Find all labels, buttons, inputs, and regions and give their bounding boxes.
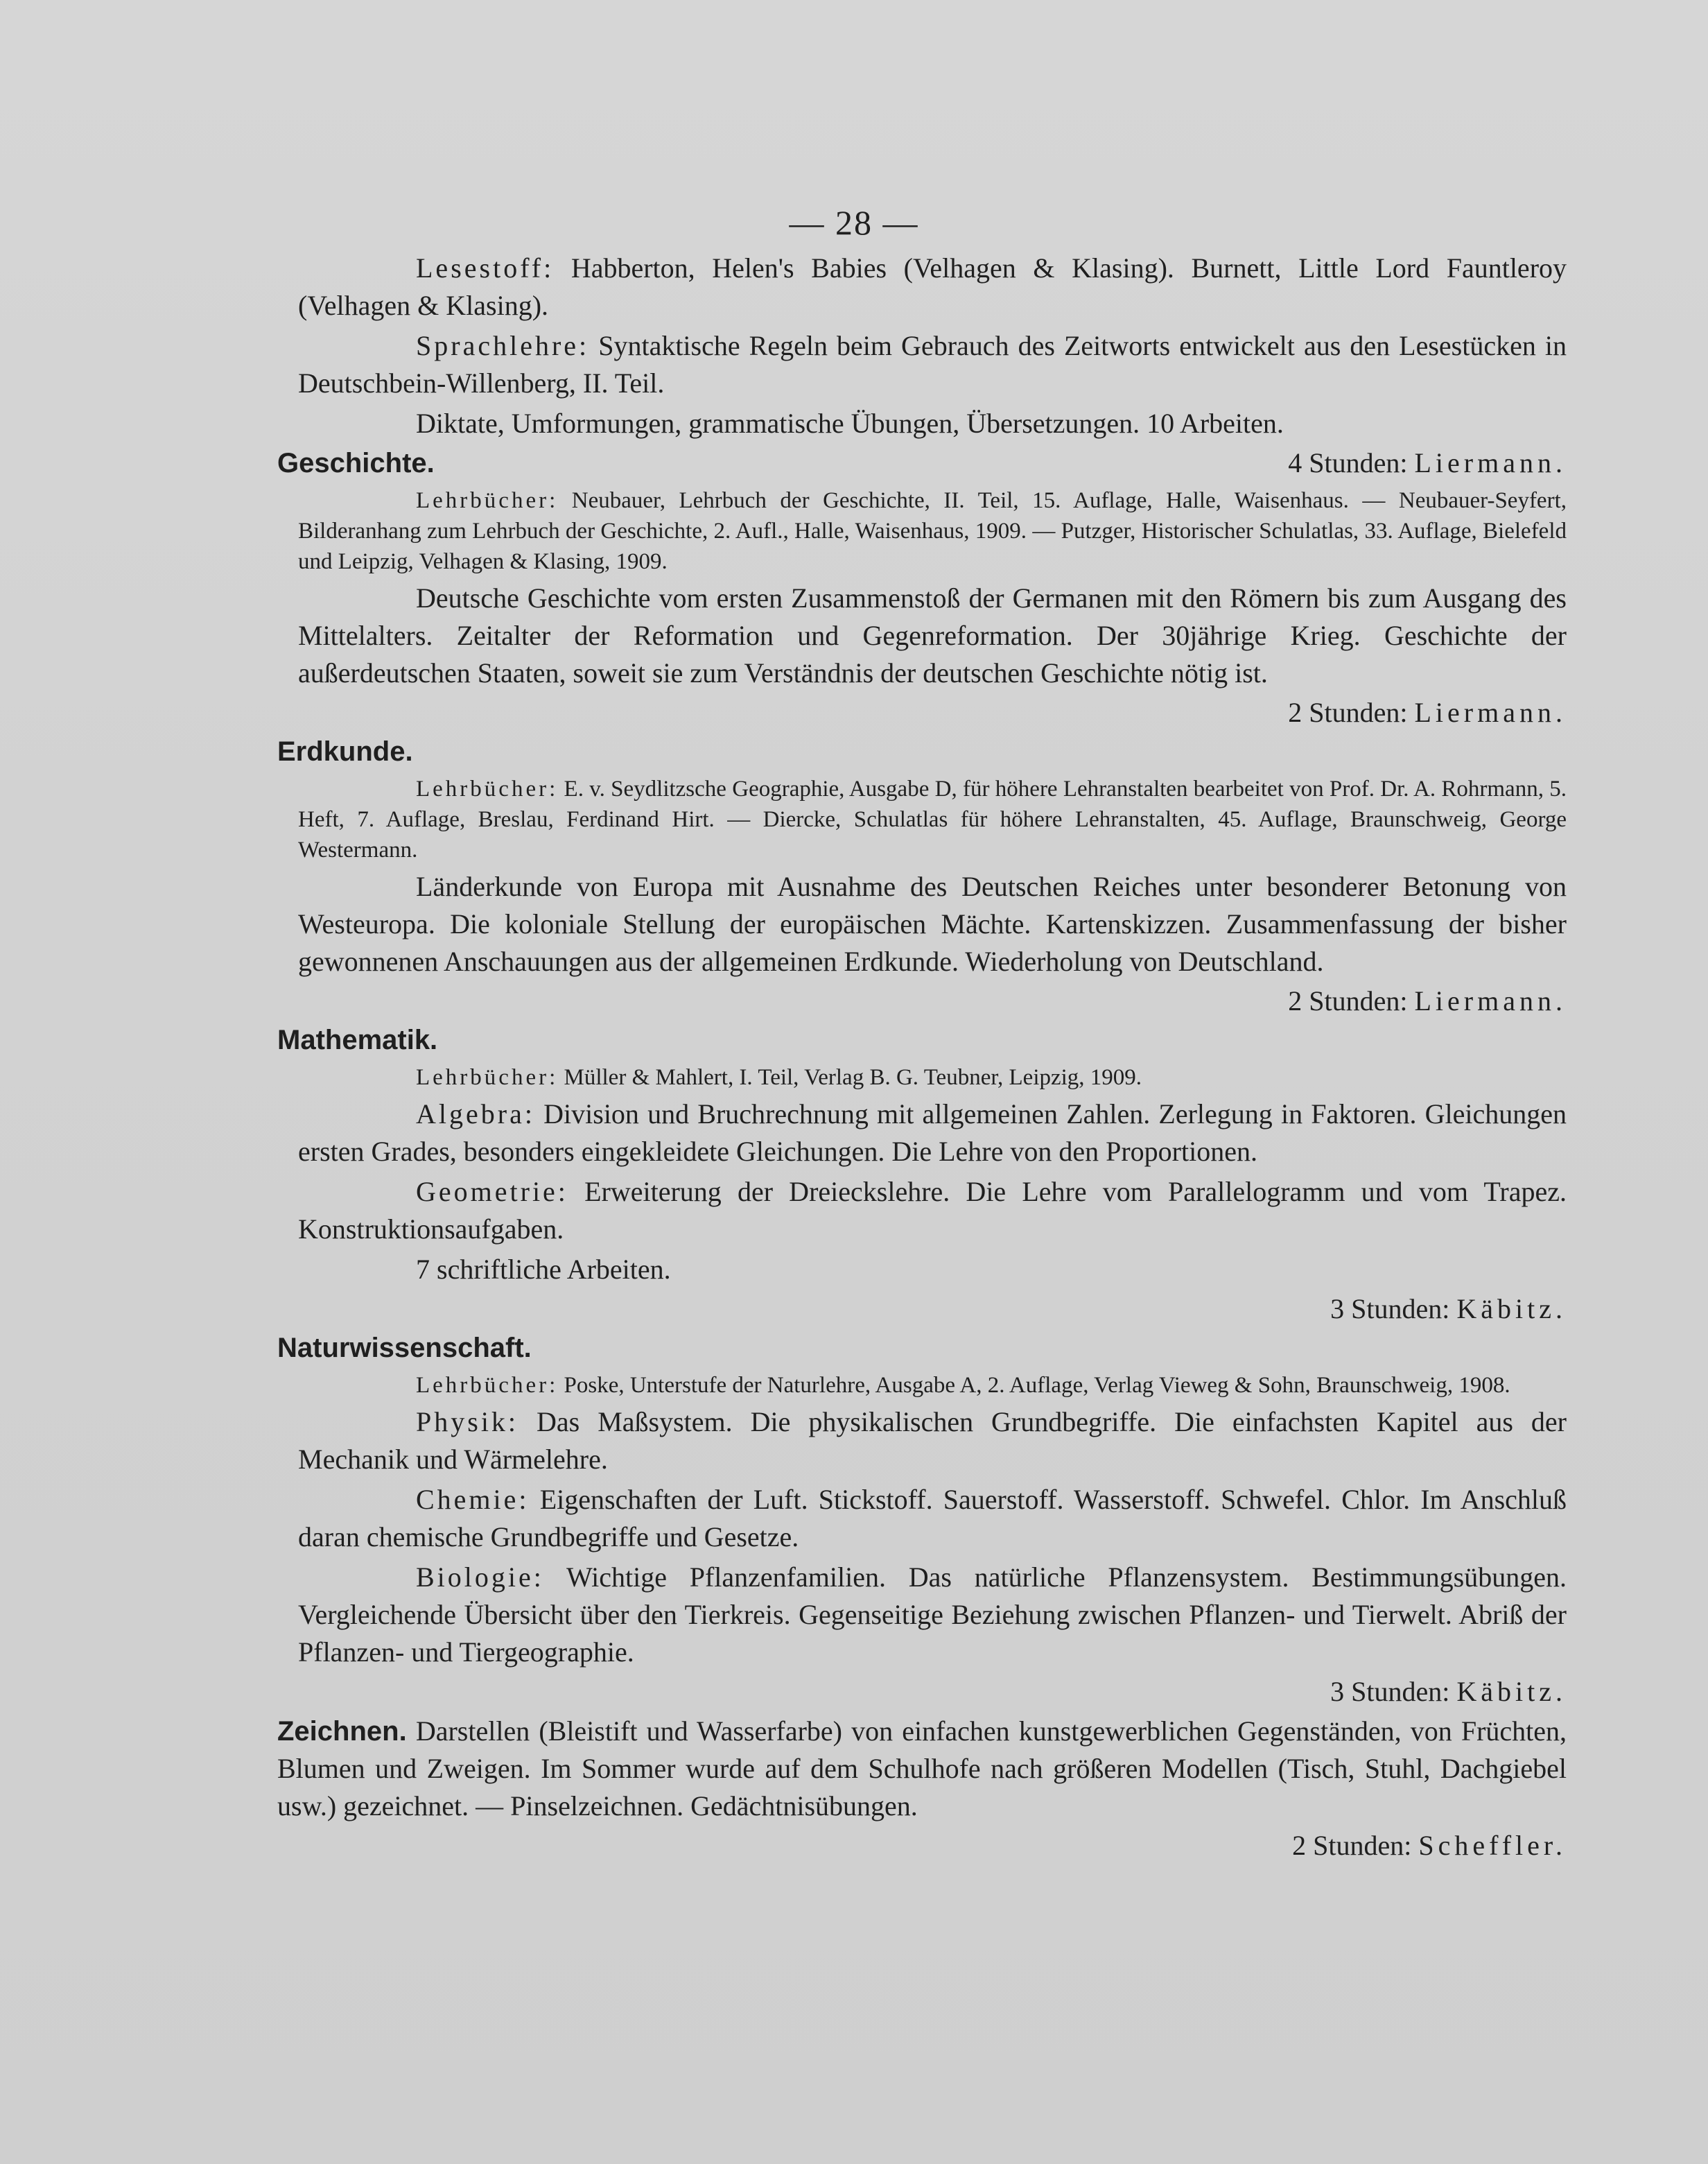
erdkunde-lehrbuecher — [298, 774, 1567, 865]
sprachlehre-paragraph — [298, 327, 1567, 402]
mathematik-hours — [298, 1291, 1567, 1327]
intro-hours-teacher: Liermann. — [1414, 447, 1567, 478]
mathematik-heading: Mathematik. — [277, 1025, 438, 1055]
chemie-text: Eigenschaften der Luft. Stickstoff. Sauerstoff. Wasserstoff. Schwefel. Chlor. Im Anschluß daran chemische Grundbegriffe und Gesetze. — [298, 1484, 1567, 1552]
mathematik-arbeiten: 7 schriftliche Arbeiten. — [416, 1254, 671, 1285]
erdkunde-body: Länderkunde von Europa mit Ausnahme des Deutschen Reiches unter besonderer Betonung von Westeuropa. Die koloniale Stellung der europäischen Mächte. Kartenskizzen. Zusammenfassung der bisher gewonnenen Anschauungen aus der allgemeinen Erdkunde. Wiederholung von Deutschland. — [298, 871, 1567, 977]
naturwissenschaft-heading: Naturwissenschaft. — [277, 1333, 532, 1363]
lesestoff-paragraph — [298, 250, 1567, 324]
geschichte-hours-teacher: Liermann. — [1414, 697, 1567, 728]
intro-hours-count: 4 Stunden: — [1288, 447, 1408, 478]
intro-hours — [1288, 445, 1567, 481]
geschichte-heading-row — [277, 445, 1567, 485]
mathematik-lehrbuecher-text: Müller & Mahlert, I. Teil, Verlag B. G. Teubner, Leipzig, 1909. — [564, 1065, 1142, 1090]
erdkunde-hours — [298, 983, 1567, 1019]
naturwissenschaft-hours-teacher: Käbitz. — [1456, 1676, 1567, 1707]
geometrie-text: Erweiterung der Dreieckslehre. Die Lehre vom Parallelogramm und vom Trapez. Konstruktionsaufgaben. — [298, 1176, 1567, 1245]
erdkunde-lehrbuecher-label: Lehrbücher: — [416, 777, 559, 802]
zeichnen-hours-count: 2 Stunden: — [1292, 1830, 1412, 1861]
geschichte-lehrbuecher-text: Neubauer, Lehrbuch der Geschichte, II. Teil, 15. Auflage, Halle, Waisenhaus. — Neubauer-Seyfert, Bilderanhang zum Lehrbuch der Geschichte, 2. Aufl., Halle, Waisenhaus, 1909. — Putzger, Historischer Schulatlas, 33. Auflage, Bielefeld und Leipzig, Velhagen & Klasing, 1909. — [298, 488, 1567, 574]
zeichnen-hours — [298, 1828, 1567, 1864]
mathematik-lehrbuecher — [298, 1062, 1567, 1093]
chemie-label: Chemie: — [416, 1484, 530, 1515]
naturwissenschaft-lehrbuecher-label: Lehrbücher: — [416, 1373, 559, 1398]
geschichte-hours — [298, 695, 1567, 731]
geometrie-paragraph — [298, 1173, 1567, 1248]
diktate-paragraph: Diktate, Umformungen, grammatische Übungen, Übersetzungen. 10 Arbeiten. — [416, 408, 1284, 439]
naturwissenschaft-lehrbuecher-text: Poske, Unterstufe der Naturlehre, Ausgabe A, 2. Auflage, Verlag Vieweg & Sohn, Braunschweig, 1908. — [564, 1373, 1510, 1398]
erdkunde-hours-count: 2 Stunden: — [1288, 985, 1408, 1016]
geschichte-body: Deutsche Geschichte vom ersten Zusammenstoß der Germanen mit den Römern bis zum Ausgang des Mittelalters. Zeitalter der Reformation und Gegenreformation. Der 30jährige Krieg. Geschichte der außerdeutschen Staaten, soweit sie zum Verständnis der deutschen Geschichte nötig ist. — [298, 582, 1567, 689]
biologie-label: Biologie: — [416, 1561, 544, 1593]
sprachlehre-label: Sprachlehre: — [416, 330, 590, 361]
lesestoff-text: Habberton, Helen's Babies (Velhagen & Klasing). Burnett, Little Lord Fauntleroy (Velhagen & Klasing). — [298, 252, 1567, 321]
geschichte-lehrbuecher-label: Lehrbücher: — [416, 488, 559, 513]
algebra-text: Division und Bruchrechnung mit allgemeinen Zahlen. Zerlegung in Faktoren. Gleichungen ersten Grades, besonders eingekleidete Gleichungen. Die Lehre von den Proportionen. — [298, 1098, 1567, 1167]
physik-paragraph — [298, 1403, 1567, 1478]
naturwissenschaft-hours — [298, 1674, 1567, 1710]
algebra-paragraph — [298, 1096, 1567, 1170]
erdkunde-lehrbuecher-text: E. v. Seydlitzsche Geographie, Ausgabe D, für höhere Lehranstalten bearbeitet von Prof. Dr. A. Rohrmann, 5. Heft, 7. Auflage, Breslau, Ferdinand Hirt. — Diercke, Schulatlas für höhere Lehranstalten, 45. Auflage, Braunschweig, George Westermann. — [298, 777, 1567, 863]
biologie-text: Wichtige Pflanzenfamilien. Das natürliche Pflanzensystem. Bestimmungsübungen. Vergleichende Übersicht über den Tierkreis. Gegenseitige Beziehung zwischen Pflanzen- und Tierwelt. Abriß der Pflanzen- und Tiergeographie. — [298, 1561, 1567, 1668]
erdkunde-hours-teacher: Liermann. — [1414, 985, 1567, 1016]
chemie-paragraph — [298, 1481, 1567, 1556]
page-content — [277, 250, 1567, 1867]
physik-text: Das Maßsystem. Die physikalischen Grundbegriffe. Die einfachsten Kapitel aus der Mechanik und Wärmelehre. — [298, 1406, 1567, 1475]
algebra-label: Algebra: — [416, 1098, 535, 1129]
biologie-paragraph — [298, 1559, 1567, 1671]
zeichnen-heading: Zeichnen. — [277, 1716, 407, 1747]
geschichte-lehrbuecher — [298, 485, 1567, 577]
physik-label: Physik: — [416, 1406, 519, 1437]
mathematik-lehrbuecher-label: Lehrbücher: — [416, 1065, 559, 1090]
zeichnen-body: Darstellen (Bleistift und Wasserfarbe) von einfachen kunstgewerblichen Gegenständen, von Früchten, Blumen und Zweigen. Im Sommer wurde auf dem Schulhofe nach größeren Modellen (Tisch, Stuhl, Dachgiebel usw.) gezeichnet. — Pinselzeichnen. Gedächtnisübungen. — [277, 1715, 1567, 1821]
page-number: — 28 — — [789, 203, 919, 242]
naturwissenschaft-hours-count: 3 Stunden: — [1330, 1676, 1450, 1707]
lesestoff-label: Lesestoff: — [416, 252, 555, 284]
naturwissenschaft-lehrbuecher — [298, 1370, 1567, 1401]
geschichte-heading: Geschichte. — [277, 448, 435, 478]
geometrie-label: Geometrie: — [416, 1176, 568, 1207]
zeichnen-hours-teacher: Scheffler. — [1418, 1830, 1567, 1861]
geschichte-hours-count: 2 Stunden: — [1288, 697, 1408, 728]
sprachlehre-text: Syntaktische Regeln beim Gebrauch des Zeitworts entwickelt aus den Lesestücken in Deutschbein-Willenberg, II. Teil. — [298, 330, 1567, 399]
zeichnen-paragraph — [277, 1713, 1567, 1825]
mathematik-hours-count: 3 Stunden: — [1330, 1293, 1450, 1324]
erdkunde-heading: Erdkunde. — [277, 736, 413, 767]
mathematik-hours-teacher: Käbitz. — [1456, 1293, 1567, 1324]
